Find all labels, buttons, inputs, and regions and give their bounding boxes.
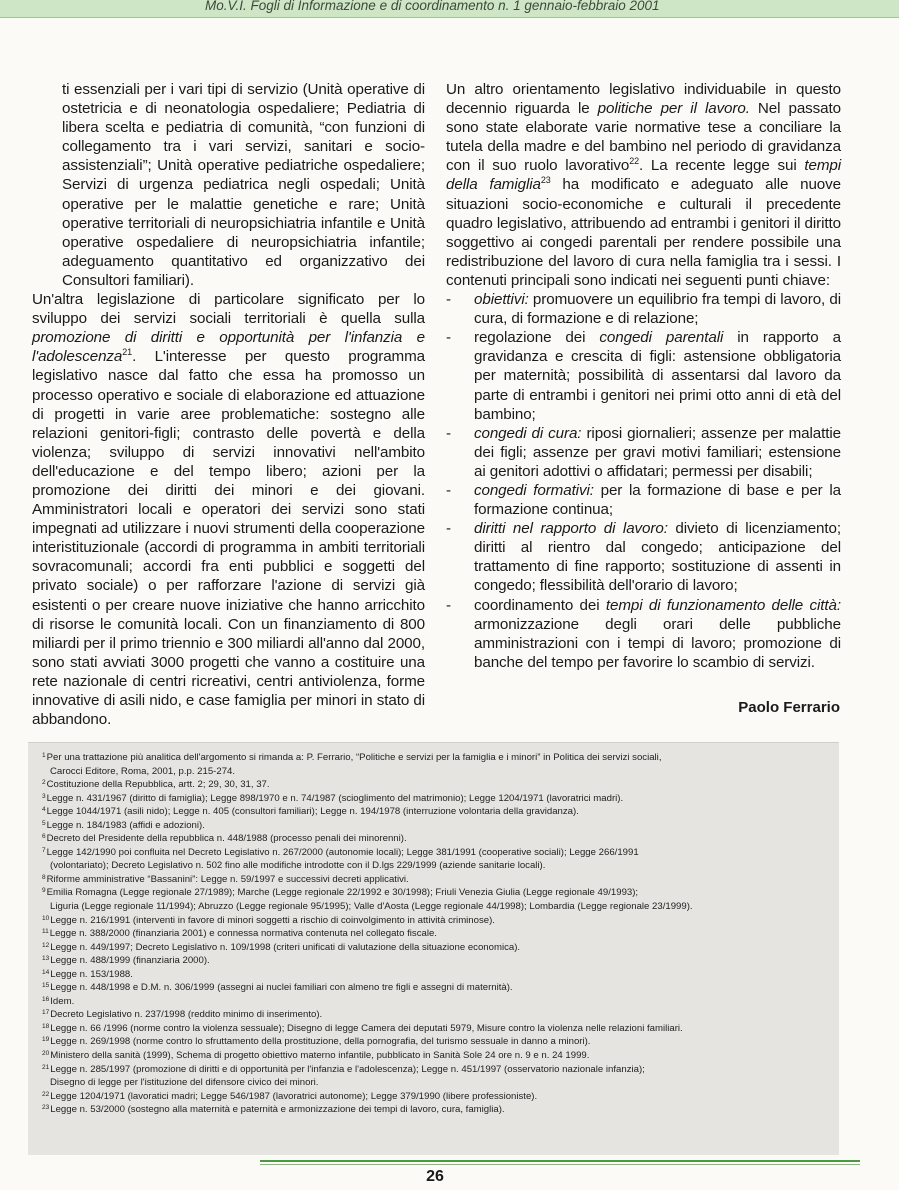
- footnote-continuation: Disegno di legge per l'istituzione del difensore civico dei minori.: [50, 1077, 319, 1089]
- footnote: [42, 954, 822, 968]
- list-item: [446, 481, 841, 519]
- footnote-number: 15: [42, 982, 50, 990]
- running-header: Mo.V.I. Fogli di Informazione e di coordinamento n. 1 gennaio-febbraio 2001: [205, 0, 660, 13]
- text-span: per la formazione di base e per la formazione continua;: [474, 481, 841, 519]
- footnote-text: Legge n. 285/1997 (promozione di diritti e di opportunità per l'infanzia e l'adolescenza); Legge n. 451/1997 (osservatorio nazionale infanzia);: [50, 1063, 645, 1075]
- footnote-number: 14: [42, 968, 50, 976]
- footnote-number: 21: [42, 1063, 50, 1071]
- footnote-ref: 21: [122, 347, 133, 358]
- footnote: [42, 1035, 822, 1049]
- footnotes-list: [42, 751, 822, 1117]
- left-column: [32, 80, 425, 729]
- footnote: [42, 968, 822, 982]
- footnote-number: 10: [42, 914, 50, 922]
- footnote-number: 9: [42, 887, 46, 895]
- left-paragraph-1: ti essenziali per i vari tipi di servizio (Unità operative di ostetricia e di neonatologia ospedaliere; Pediatria di libera scelta e pediatria di comunità, “con funzioni di collegamento tra i vari servizi, sanitari e socio-assistenziali”; Unità operative pediatriche ospedaliere; Servizi di urgenza pediatrica negli ospedali; Unità operative per le malattie genetiche e rare; Unità operative territoriali di neuropsichiatria infantile e Unità operative ospedaliere di neuropsichiatria infantile; adeguamento quantitativo ed organizzativo dei Consultori familiari).: [62, 81, 425, 289]
- footnote-text: Legge n. 488/1999 (finanziaria 2000).: [50, 955, 210, 967]
- footnote-text: Legge n. 184/1983 (affidi e adozioni).: [46, 819, 205, 831]
- footnote-text: Legge n. 153/1988.: [50, 968, 133, 980]
- footnote: [42, 846, 822, 860]
- footnote: [42, 1049, 822, 1063]
- list-item: [446, 424, 841, 481]
- footnote: [42, 751, 822, 765]
- footnote-number: 18: [42, 1022, 50, 1030]
- text-span: divieto di licenziamento; diritti al rientro dal congedo; anticipazione del trattamento di fine rapporto; sostituzione di assenti in congedo; flessibilità dell'orario di lavoro;: [474, 520, 841, 595]
- footnote-number: 2: [42, 779, 46, 787]
- text-span: armonizzazione degli orari delle pubbliche amministrazioni con i tempi di lavoro; promozione di banche del tempo per favorire lo scambio di servizi.: [474, 615, 841, 671]
- footnote-number: 20: [42, 1050, 50, 1058]
- footnote: [42, 819, 822, 833]
- footnote: [42, 995, 822, 1009]
- footnote: [42, 832, 822, 846]
- footnote-text: Legge n. 431/1967 (diritto di famiglia); Legge 898/1970 e n. 74/1987 (scioglimento del matrimonio); Legge 1204/1971 (lavoratrici madri).: [46, 792, 624, 804]
- list-item: [446, 596, 841, 672]
- footnote: [42, 981, 822, 995]
- footnote: [42, 1103, 822, 1117]
- key-points-list: [446, 290, 841, 672]
- text-span: . La recente legge sui: [639, 157, 805, 175]
- footnote-text: Legge n. 449/1997; Decreto Legislativo n. 109/1998 (criteri unificati di valutazione della situazione economica).: [50, 941, 521, 953]
- footer-rule: [260, 1160, 860, 1162]
- text-span: Nel passato sono state elaborate varie normative tese a conciliare la tutela della madre e del bambino nel periodo di gravidanza con il suo ruolo lavorativo: [446, 100, 841, 175]
- footnote: [42, 805, 822, 819]
- footnote-continuation: (volontariato); Decreto Legislativo n. 502 fino alle modifiche introdotte con il D.lgs 229/1999 (aziende sanitarie locali).: [50, 860, 546, 872]
- text-span: Un'altra legislazione di particolare significato per lo sviluppo dei servizi sociali territoriali è quella sulla: [32, 291, 425, 328]
- footnote: [42, 778, 822, 792]
- footnote-text: Legge 1204/1971 (lavoratici madri; Legge 546/1987 (lavoratrici autonome); Legge 379/1990 (libere professioniste).: [50, 1090, 538, 1102]
- footnote-text: Legge n. 269/1998 (norme contro lo sfruttamento della prostituzione, della pornografia, del turismo sessuale in danno a minori).: [50, 1036, 591, 1048]
- text-span: Un altro orientamento legislativo individuabile in questo decennio riguarda le: [446, 81, 841, 118]
- italic-span: diritti nel rapporto di lavoro:: [474, 520, 668, 538]
- footnote-number: 6: [42, 833, 46, 841]
- footnote-number: 23: [42, 1104, 50, 1112]
- text-span: . L'interesse per questo programma legislativo nasce dal fatto che essa ha promosso un processo operativo e sociale di elaborazione ed attuazione di progetti in varie aree problematiche: sostegno alle relazioni genitori-figli; contrasto delle povertà e della violenza; sviluppo di servizi innovativi nell'ambito dell'educazione e del tempo libero; azioni per la promozione dei diritti dei minori e dei giovani. Amministratori locali e operatori dei servizi sono stati impegnati ad utilizzare i nuovi strumenti della cooperazione interistituzionale (accordi di programma in ambiti territoriali sovracomunali; accordi fra enti pubblici e soggetti del privato sociale) o per rafforzare l'azione di servizi già esistenti o per creare nuove iniziative che hanno arricchito di risorse le comunità locali. Con un finanziamento di 800 miliardi per il primo triennio e 300 miliardi all'anno dal 2000, sono stati avviati 3000 progetti che vanno a costituire una rete nazionale di centri ricreativi, centri antiviolenza, forme innovative di asili nido, e case famiglia per minori in stato di abbandono.: [32, 348, 425, 729]
- footnote: [42, 927, 822, 941]
- footer-rule-thin: [260, 1164, 860, 1165]
- list-dash: -: [446, 596, 451, 614]
- text-span: promuovere un equilibrio fra tempi di lavoro, di cura, di formazione e di relazione;: [474, 291, 841, 328]
- list-item: [446, 519, 841, 595]
- left-paragraph-2: [32, 290, 425, 729]
- list-item: [446, 290, 841, 328]
- footnote-text: Emilia Romagna (Legge regionale 27/1989); Marche (Legge regionale 22/1992 e 30/1998); Friuli Venezia Giulia (Legge regionale 49/1993);: [46, 887, 639, 899]
- footnote-ref: 23: [540, 175, 551, 186]
- text-span: riposi giornalieri; assenze per malattie dei figli; assenze per gravi motivi familiari; estensione ai genitori adottivi o affidatari; permessi per disabili;: [474, 424, 841, 480]
- footnote-number: 3: [42, 792, 46, 800]
- footnote-text: Decreto del Presidente della repubblica n. 448/1988 (processo penali dei minorenni).: [46, 833, 407, 845]
- list-item: [446, 328, 841, 423]
- footnote: [42, 1022, 822, 1036]
- footnote-number: 22: [42, 1090, 50, 1098]
- footnote-continuation: Carocci Editore, Roma, 2001, p.p. 215-274.: [50, 765, 236, 777]
- footnote: [42, 1063, 822, 1077]
- footnote-text: Riforme amministrative “Bassanini”: Legge n. 59/1997 e successivi decreti applicativi.: [46, 873, 409, 885]
- header-bar: [0, 0, 899, 18]
- footnote-continuation: Liguria (Legge regionale 11/1994); Abruzzo (Legge regionale 95/1995); Valle d'Aosta (Legge regionale 44/1998); Lombardia (Legge regionale 23/1999).: [50, 901, 693, 913]
- italic-span: congedi di cura:: [474, 424, 582, 442]
- footnote-text: Legge n. 216/1991 (interventi in favore di minori soggetti a rischio di coinvolgimento in attività criminose).: [50, 914, 495, 926]
- footnote-text: Per una trattazione più analitica dell'argomento si rimanda a: P. Ferrario, “Politiche e servizi per la famiglia e i minori” in Politica dei servizi sociali,: [46, 752, 662, 763]
- footnote-ref: 22: [629, 156, 640, 167]
- footnote-number: 1: [42, 752, 46, 759]
- footnote-text: Legge n. 388/2000 (finanziaria 2001) e connessa normativa contenuta nel collegato fiscale.: [49, 928, 437, 940]
- footnotes-box: [28, 742, 839, 1155]
- author-signature: Paolo Ferrario: [738, 699, 840, 716]
- italic-span: congedi parentali: [599, 329, 724, 347]
- text-span: regolazione dei: [474, 329, 600, 347]
- italic-span: politiche per il lavoro.: [597, 100, 750, 118]
- footnote: [42, 1008, 822, 1022]
- footnote-number: 7: [42, 846, 46, 854]
- footnote-text: Ministero della sanità (1999), Schema di progetto obiettivo materno infantile, pubblicato in Sanità Sole 24 ore n. 9 e n. 24 1999.: [50, 1050, 590, 1062]
- footnote: [42, 792, 822, 806]
- footnote-text: Legge 142/1990 poi confluita nel Decreto Legislativo n. 267/2000 (autonomie locali); Legge 381/1991 (cooperative sociali); Legge 266/1991: [46, 846, 639, 858]
- footnote: [42, 886, 822, 900]
- footnote: [42, 941, 822, 955]
- list-dash: -: [446, 291, 451, 309]
- footnote-text: Legge 1044/1971 (asili nido); Legge n. 405 (consultori familiari); Legge n. 194/1978 (interruzione volontaria della gravidanza).: [46, 806, 579, 818]
- list-dash: -: [446, 329, 451, 347]
- footnote-number: 19: [42, 1036, 50, 1044]
- text-span: in rapporto a gravidanza e crescita di figli: astensione obbligatoria per maternità; possibilità di assentarsi dal lavoro da parte di entrambi i genitori nei primi otto anni di età del bambino;: [474, 329, 841, 423]
- footnote-text: Legge n. 448/1998 e D.M. n. 306/1999 (assegni ai nuclei familiari con almeno tre figli e assegni di maternità).: [50, 982, 513, 994]
- footnote-number: 12: [42, 941, 50, 949]
- footnote-number: 8: [42, 873, 46, 881]
- footnote: [42, 873, 822, 887]
- italic-span: tempi della famiglia: [446, 157, 841, 194]
- footnote-number: 16: [42, 995, 50, 1003]
- footnote-text: Legge n. 53/2000 (sostegno alla maternità e paternità e armonizzazione dei tempi di lavoro, cura, famiglia).: [50, 1104, 505, 1116]
- footnote-text: Costituzione della Repubblica, artt. 2; 29, 30, 31, 37.: [46, 779, 270, 791]
- text-span: coordinamento dei: [474, 596, 606, 614]
- footnote-text: Decreto Legislativo n. 237/1998 (reddito minimo di inserimento).: [50, 1009, 323, 1021]
- footnote-text: Legge n. 66 /1996 (norme contro la violenza sessuale); Disegno di legge Camera dei deputati 5979, Misure contro la violenza nelle relazioni familiari.: [50, 1022, 683, 1034]
- italic-span: tempi di funzionamento delle città:: [605, 596, 841, 614]
- italic-span: congedi formativi:: [474, 481, 594, 499]
- right-column: [446, 80, 841, 672]
- footnote: [42, 914, 822, 928]
- footnote-number: 5: [42, 819, 46, 827]
- italic-span: promozione di diritti e opportunità per l'infanzia e l'adolescenza: [32, 329, 425, 366]
- page-number: 26: [426, 1168, 444, 1185]
- footnote-number: 17: [42, 1009, 50, 1017]
- footnote: [42, 1090, 822, 1104]
- list-dash: -: [446, 424, 451, 442]
- footnote-text: Idem.: [50, 995, 75, 1007]
- footnote-number: 11: [42, 928, 49, 936]
- list-dash: -: [446, 520, 451, 538]
- list-dash: -: [446, 481, 451, 499]
- right-paragraph-1: [446, 80, 841, 290]
- italic-span: obiettivi:: [474, 291, 529, 309]
- text-span: ha modificato e adeguato alle nuove situazioni socio-economiche e culturali il precedente quadro legislativo, attribuendo ad entrambi i genitori il diritto soggettivo ai congedi parentali per rendere possibile una redistribuzione del lavoro di cura nella famiglia tra i sessi. I contenuti principali sono indicati nei seguenti punti chiave:: [446, 176, 841, 289]
- footnote-number: 13: [42, 955, 50, 963]
- footnote-number: 4: [42, 806, 46, 814]
